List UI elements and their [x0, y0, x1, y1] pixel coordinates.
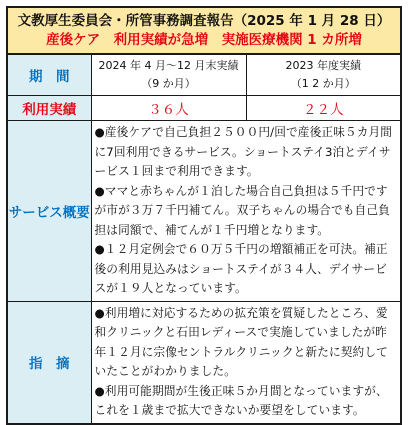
- service-row: [8, 121, 400, 302]
- point-body: [91, 301, 400, 423]
- service-paragraph: ●ママと赤ちゃんが１泊した場合自己負担は５千円ですが市が３万７千円補てん。双子ちゃんの場合でも自己負担は同額で、補てんが１千円増となります。: [94, 183, 390, 237]
- period-2023-range: 2023 年度実績: [285, 59, 361, 72]
- period-label: 期 間: [8, 55, 91, 96]
- service-paragraph: ●１２月定例会で６０万５千円の増額補正を可決。補正後の利用見込みはショートステイが３４人、デイサービスが１９人となっています。: [94, 242, 388, 295]
- report-title: 文教厚生委員会・所管事務調査報告（2025 年 1 月 28 日）: [17, 13, 391, 29]
- usage-label: 利用実績: [8, 96, 91, 121]
- report-subtitle: 産後ケア 利用実績が急増 実施医療機関 1 カ所増: [46, 32, 362, 48]
- service-paragraph: ●産後ケアで自己負担２５００円/回で産後正味５カ月間に7回利用できるサービス。ショートステイ3泊とデイサービス１回まで利用できます。: [94, 125, 393, 178]
- period-2024-cell: [91, 55, 246, 96]
- report-header: [8, 8, 400, 55]
- service-body: [91, 121, 400, 302]
- report-sheet: [6, 6, 402, 425]
- point-label: 指 摘: [8, 301, 91, 423]
- service-label: サービス概要: [8, 121, 91, 302]
- period-row: [8, 55, 400, 96]
- period-2024-months: （9 か月）: [141, 77, 196, 90]
- period-2024-range: 2024 年 4 月～12 月末実績: [98, 59, 239, 72]
- report-table: [8, 55, 400, 423]
- usage-row: [8, 96, 400, 121]
- period-2023-months: （1 2 か月）: [290, 77, 356, 90]
- usage-2024-value: ３６人: [91, 96, 246, 121]
- point-paragraph: ●利用可能期間が生後正味５か月間となっていますが、これを１歳まで拡大できないか要望をしています。: [94, 383, 388, 417]
- period-2023-cell: [246, 55, 400, 96]
- usage-2023-value: ２２人: [246, 96, 400, 121]
- point-paragraph: ●利用増に対応するための拡充策を質疑したところ、愛和クリニックと石田レディースで実施していましたが昨年１２月に宗像セントラルクリニックと新たに契約していたことがわかりました。: [94, 305, 388, 378]
- point-row: [8, 301, 400, 423]
